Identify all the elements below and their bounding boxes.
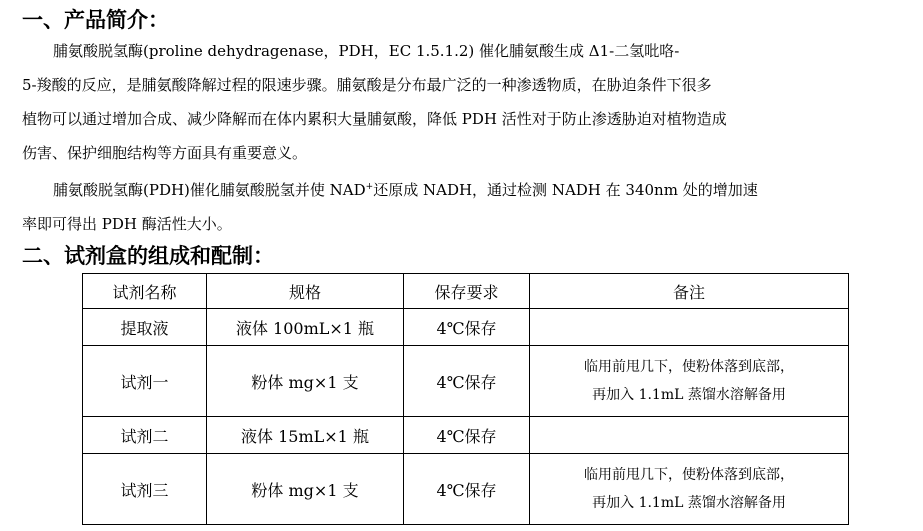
- reagent-name: 试剂二: [83, 417, 207, 454]
- reagent-spec: 粉体 mg×1 支: [207, 346, 404, 417]
- reagent-spec: 粉体 mg×1 支: [207, 454, 404, 525]
- reagent-storage: 4℃保存: [404, 417, 530, 454]
- reagent-name: 试剂一: [83, 346, 207, 417]
- paragraph-line: 率即可得出 PDH 酶活性大小。: [22, 215, 232, 233]
- table-header-row: [83, 274, 849, 309]
- reagent-note: [530, 454, 849, 525]
- reagent-name: 试剂三: [83, 454, 207, 525]
- intro-paragraph-1: [22, 34, 912, 170]
- column-header-note: 备注: [530, 274, 849, 309]
- reagent-storage: 4℃保存: [404, 309, 530, 346]
- paragraph-line: 5-羧酸的反应，是脯氨酸降解过程的限速步骤。脯氨酸是分布最广泛的一种渗透物质，在胁迫条件下很多: [22, 76, 712, 94]
- paragraph-text: 还原成 NADH，通过检测 NADH 在 340nm 处的增加速: [373, 181, 758, 199]
- column-header-name: 试剂名称: [83, 274, 207, 309]
- note-line: 再加入 1.1mL 蒸馏水溶解备用: [592, 495, 786, 511]
- table-row: [83, 346, 849, 417]
- section-title-product-intro: 一、产品简介：: [22, 8, 169, 32]
- table-row: [83, 417, 849, 454]
- reagent-spec: 液体 100mL×1 瓶: [207, 309, 404, 346]
- table-row: [83, 309, 849, 346]
- reagent-note: [530, 346, 849, 417]
- reagent-note: [530, 417, 849, 454]
- note-line: 再加入 1.1mL 蒸馏水溶解备用: [592, 387, 786, 403]
- note-line: 临用前甩几下，使粉体落到底部，: [584, 359, 794, 375]
- column-header-storage: 保存要求: [404, 274, 530, 309]
- column-header-spec: 规格: [207, 274, 404, 309]
- reagent-spec: 液体 15mL×1 瓶: [207, 417, 404, 454]
- superscript-plus: +: [365, 182, 374, 192]
- reagent-storage: 4℃保存: [404, 454, 530, 525]
- section-title-kit-composition: 二、试剂盒的组成和配制：: [22, 244, 274, 268]
- note-line: 临用前甩几下，使粉体落到底部，: [584, 467, 794, 483]
- paragraph-line: 脯氨酸脱氢酶(proline dehydragenase，PDH，EC 1.5.1.2) 催化脯氨酸生成 Δ1-二氢吡咯-: [53, 42, 680, 60]
- reagent-note: [530, 309, 849, 346]
- reagent-storage: 4℃保存: [404, 346, 530, 417]
- paragraph-text: 脯氨酸脱氢酶(PDH)催化脯氨酸脱氢并使 NAD: [53, 181, 366, 199]
- paragraph-line: 伤害、保护细胞结构等方面具有重要意义。: [22, 144, 308, 162]
- paragraph-line: [22, 173, 912, 207]
- table-row: [83, 454, 849, 525]
- intro-paragraph-2: [22, 173, 912, 241]
- reagent-table: [82, 273, 849, 525]
- reagent-name: 提取液: [83, 309, 207, 346]
- paragraph-line: 植物可以通过增加合成、减少降解而在体内累积大量脯氨酸，降低 PDH 活性对于防止渗透胁迫对植物造成: [22, 110, 727, 128]
